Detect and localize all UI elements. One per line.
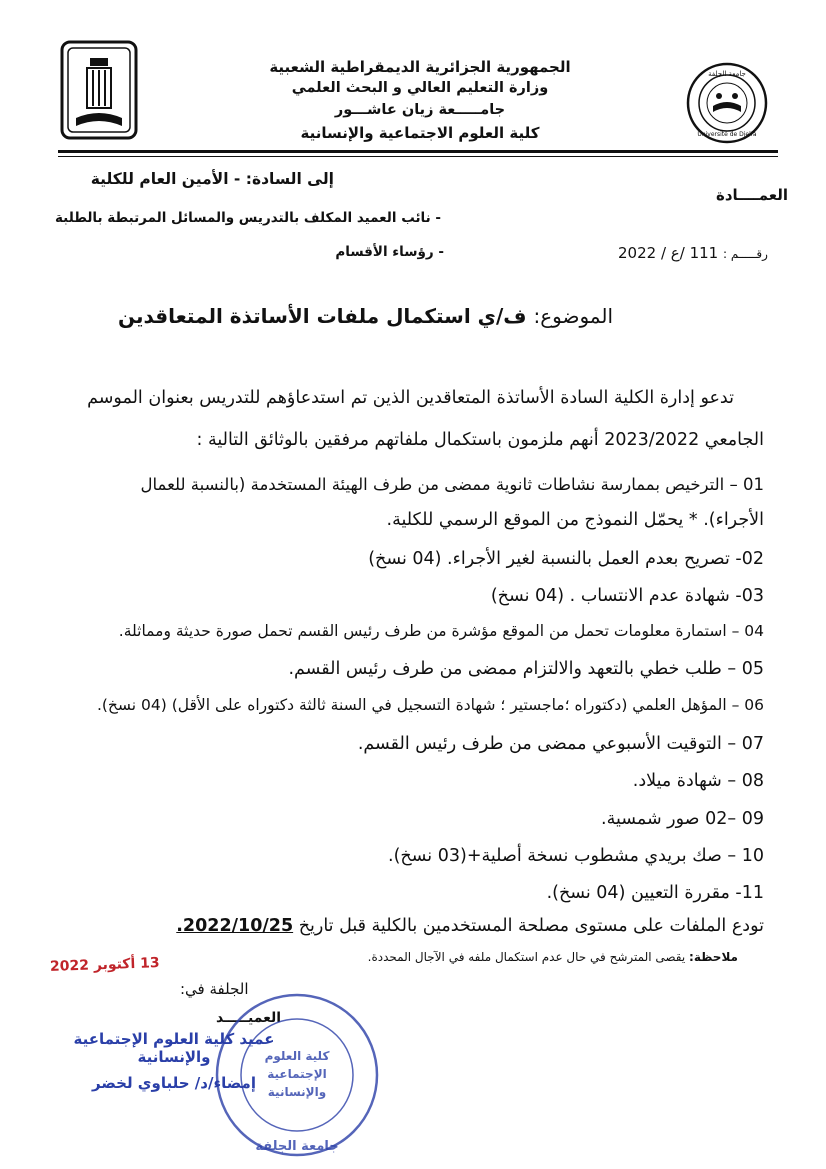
round-stamp-inner3: والإنسانية: [267, 1085, 327, 1099]
header-faculty: كلية العلوم الاجتماعية والإنسانية: [300, 124, 540, 142]
header-ministry: وزارة التعليم العالي و البحث العلمي: [291, 80, 549, 96]
round-stamp-inner2: الإجتماعية: [267, 1067, 327, 1081]
list-item: 01 – الترخيص بممارسة نشاطات ثانوية ممضى من طرف الهيئة المستخدمة (بالنسبة للعمال: [140, 475, 764, 494]
body-paragraph-line1: تدعو إدارة الكلية السادة الأساتذة المتعاقدين الذين تم استدعاؤهم للتدريس بعنوان الموسم: [87, 388, 734, 408]
round-faculty-stamp: [212, 990, 382, 1160]
seal-arabic-text: جامعة الجلفة: [708, 70, 746, 78]
subject-line: [118, 304, 613, 328]
signature-place: الجلفة في:: [180, 980, 249, 998]
list-item: 11- مقررة التعيين (04 نسخ).: [546, 883, 764, 903]
list-item: 10 – صك بريدي مشطوب نسخة أصلية+(03 نسخ).: [388, 846, 764, 866]
note-line: [368, 950, 738, 964]
svg-text:وزارة التعليم العالي والبحث ال: [212, 990, 219, 994]
dean-title: العميـــــد: [216, 1010, 282, 1026]
dean-stamp-line2: والإنسانية: [137, 1048, 211, 1066]
list-item: 07 – التوقيت الأسبوعي ممضى من طرف رئيس القسم.: [357, 734, 764, 754]
header-university: جامـــــعة زيان عاشـــور: [334, 102, 506, 118]
list-item: الأجراء). * يحمّل النموذج من الموقع الرسمي للكلية.: [386, 510, 764, 530]
list-item: 02- تصريح بعدم العمل بالنسبة لغير الأجراء. (04 نسخ): [368, 549, 764, 569]
reference-number: [618, 244, 768, 262]
seal-latin-text: Université de Djelfa: [697, 131, 757, 138]
list-item: 08 – شهادة ميلاد.: [632, 771, 764, 791]
list-item: 03- شهادة عدم الانتساب . (04 نسخ): [490, 586, 764, 606]
list-item: 09 –02 صور شمسية.: [601, 809, 764, 829]
recipient-department-heads: - رؤساء الأقسام: [335, 244, 444, 260]
recipient-vice-dean: - نائب العميد المكلف بالتدريس والمسائل المرتبطة بالطلبة: [55, 210, 441, 226]
header-republic: الجمهورية الجزائرية الديمقراطية الشعبية: [269, 58, 571, 76]
round-stamp-inner1: كلية العلوم: [264, 1049, 330, 1063]
round-stamp-bottom: جامعة الجلفة: [255, 1139, 339, 1154]
round-stamp-ring: [212, 990, 219, 994]
reference-suffix: /ع / 2022: [618, 244, 685, 262]
deadline-line: [176, 916, 764, 936]
body-paragraph-line2: الجامعي 2023/2022 أنهم ملزمون باستكمال ملفاتهم مرفقين بالوثائق التالية :: [196, 430, 764, 450]
subject-label: الموضوع:: [533, 304, 613, 328]
header-rule-thin: [58, 156, 778, 157]
reference-value: 111: [689, 244, 719, 262]
subject-text: ف/ي استكمال ملفات الأساتذة المتعاقدين: [117, 304, 527, 328]
dean-stamp-line1: عميد كلية العلوم الإجتماعية: [73, 1030, 275, 1048]
deadline-text: تودع الملفات على مستوى مصلحة المستخدمين بالكلية قبل تاريخ: [298, 916, 764, 936]
note-text: يقصى المترشح في حال عدم استكمال ملفه في الآجال المحددة.: [367, 950, 686, 964]
faculty-logo: [60, 40, 138, 140]
university-seal-logo: [686, 62, 768, 144]
date-stamp: 13 أكتوبر 2022: [49, 955, 160, 975]
list-item: 04 – استمارة معلومات تحمل من الموقع مؤشرة من طرف رئيس القسم تحمل صورة حديثة ومماثلة.: [118, 622, 764, 640]
sender-office: العمــــادة: [716, 186, 788, 204]
list-item: 06 – المؤهل العلمي (دكتوراه ؛ماجستير ؛ شهادة التسجيل في السنة ثالثة دكتوراه على الأقل) (04 نسخ).: [96, 696, 764, 714]
note-label: ملاحظة:: [689, 950, 738, 964]
list-item: 05 – طلب خطي بالتعهد والالتزام ممضى من طرف رئيس القسم.: [288, 659, 764, 679]
dean-stamp-line3: إمضاء/د/ حلباوي لخضر: [92, 1074, 256, 1092]
deadline-date: 2022/10/25.: [176, 916, 294, 936]
recipient-general-secretary: إلى السادة: - الأمين العام للكلية: [90, 170, 334, 188]
reference-label: رقـــــم :: [722, 247, 768, 261]
header-rule-thick: [58, 150, 778, 153]
